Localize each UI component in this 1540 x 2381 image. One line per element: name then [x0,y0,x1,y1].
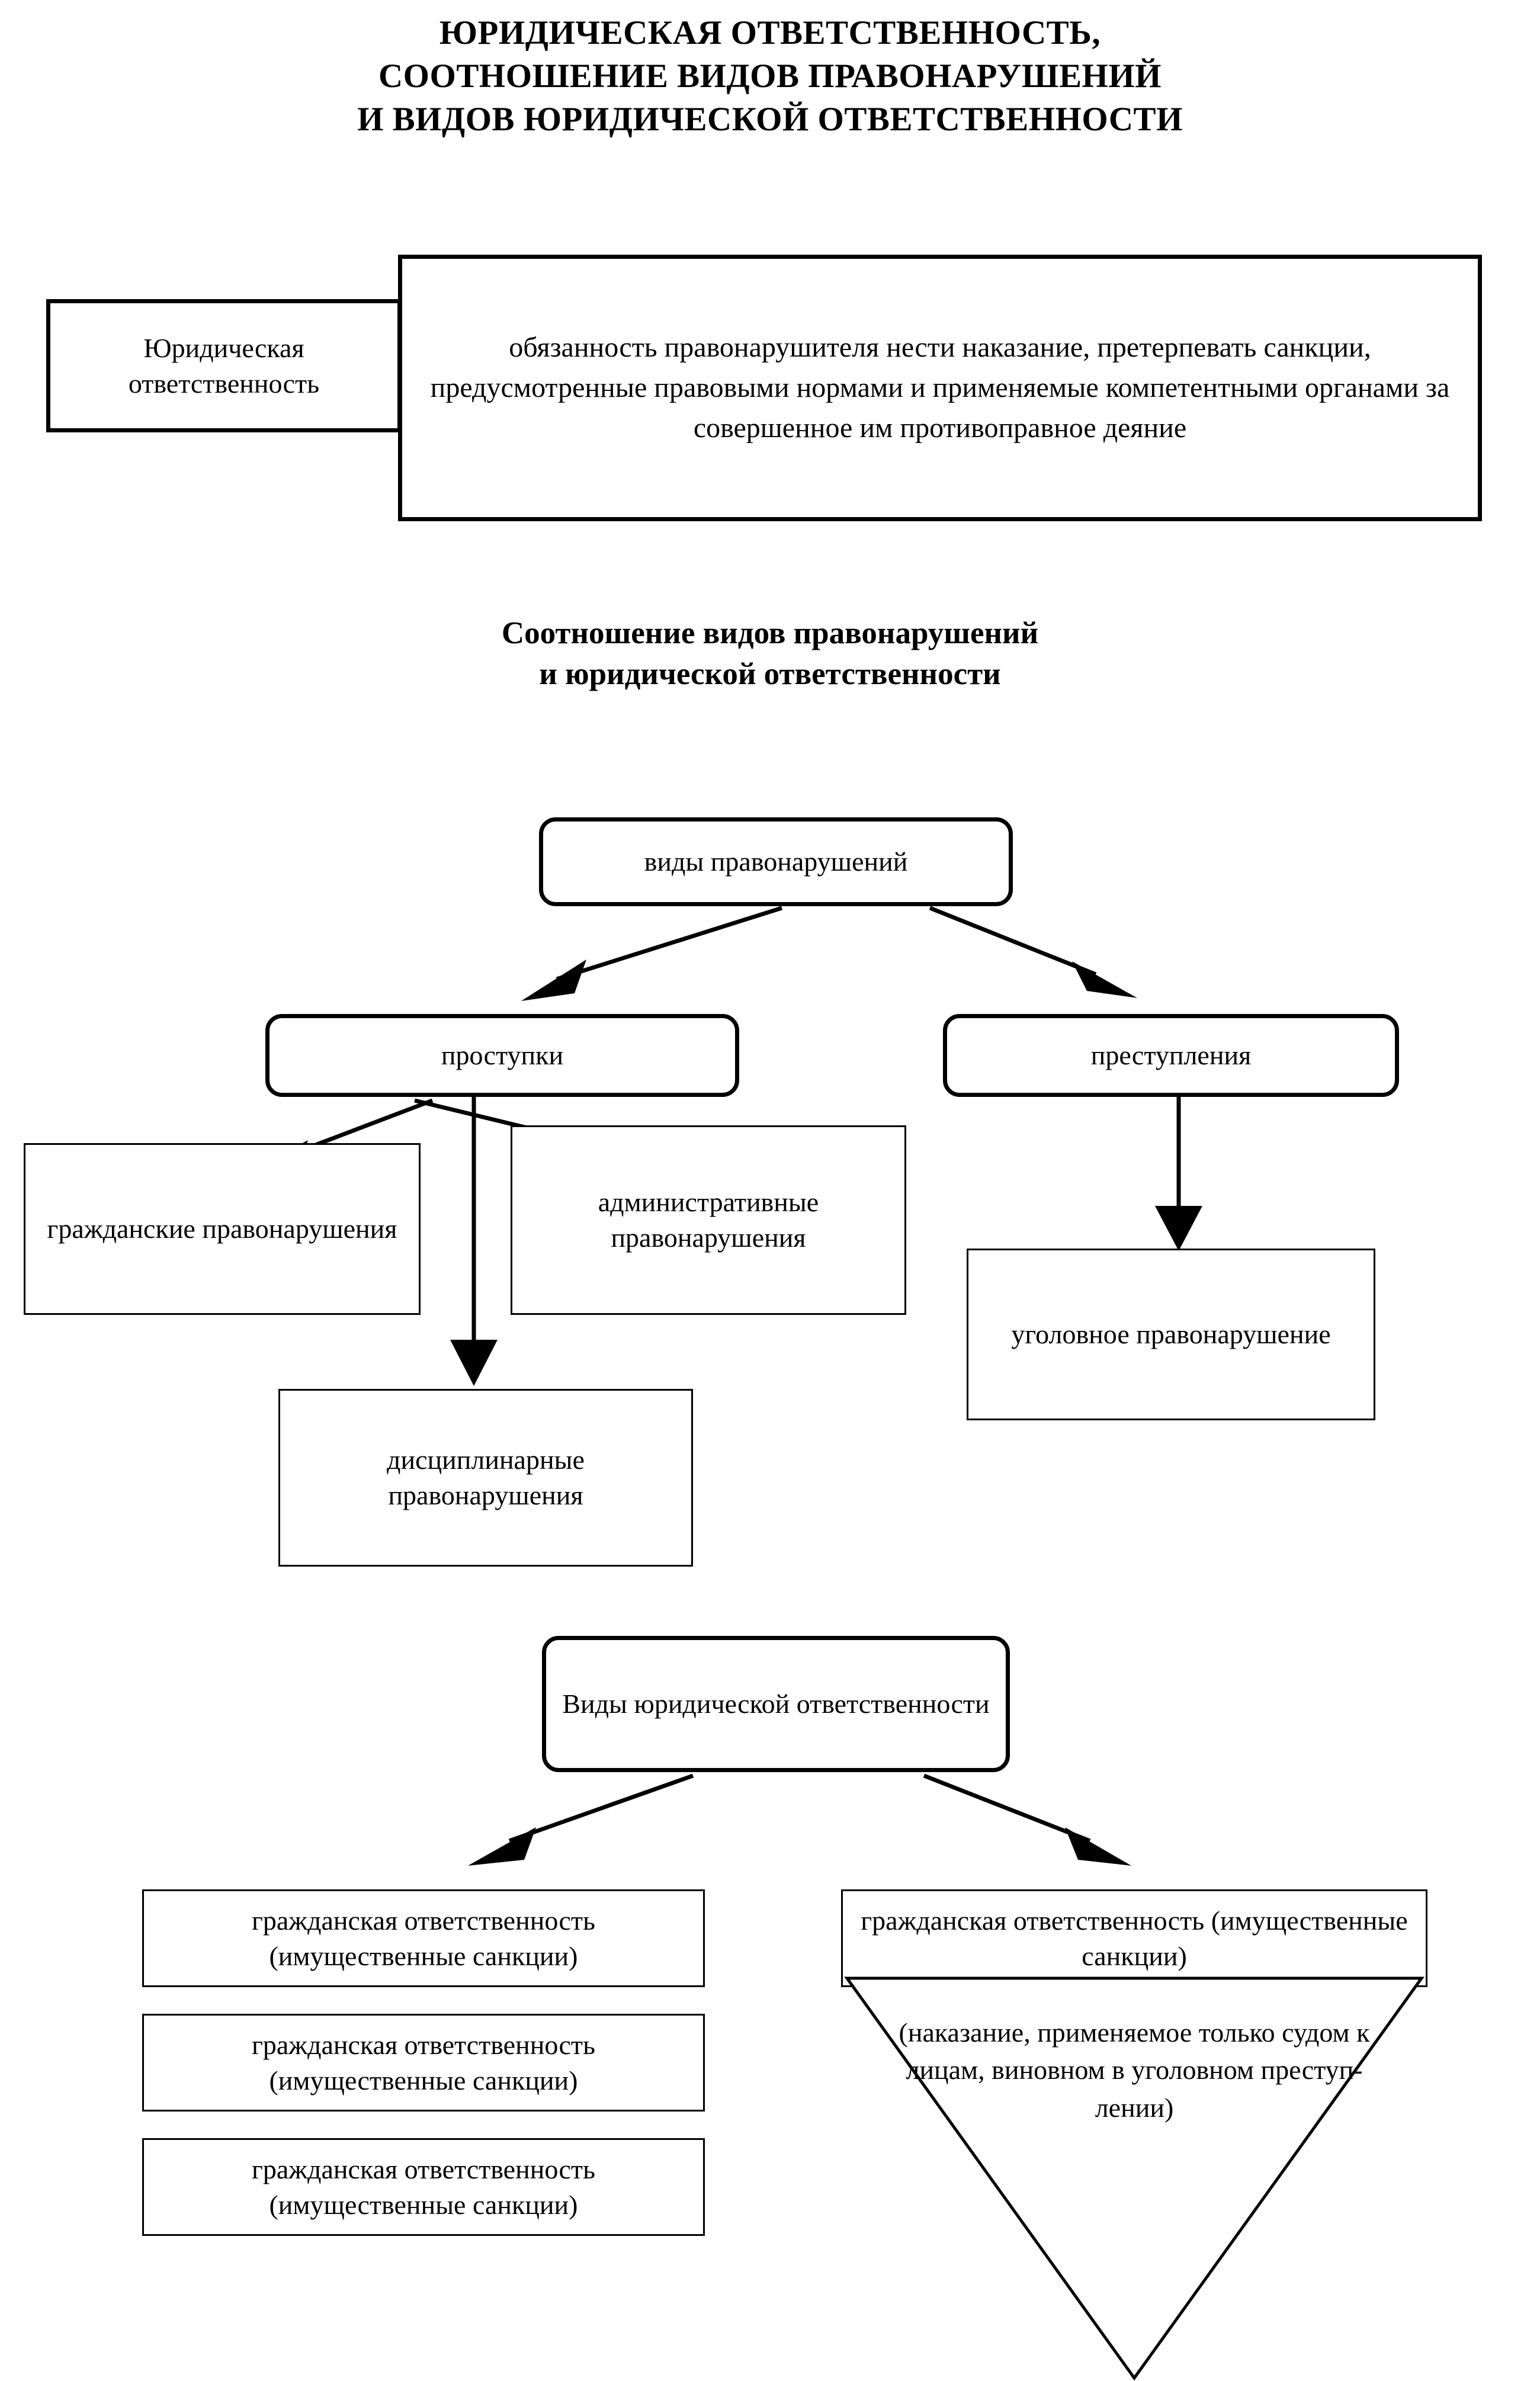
page-title-line-1: ЮРИДИЧЕСКАЯ ОТВЕТСТВЕННОСТЬ, [439,14,1101,52]
definition-text: обязанность правонарушителя нести наказание, претерпевать санкции, предусмотренные правовыми нормами и применяемые компетентными органами за совершенное им противоправное деяние [430,331,1450,444]
section-subtitle-line-2: и юридической ответственности [539,656,1001,691]
liability-left-item-3 [142,2138,705,2236]
section-subtitle-line-1: Соотношение видов правонарушений [501,616,1039,650]
civil-offence-label: гражданские правонарушения [47,1214,397,1244]
arrow-root-to-crime [918,903,1167,1016]
criminal-offence-box [967,1249,1375,1420]
civil-offence-box [24,1143,421,1315]
liability-left-item-2 [142,2014,705,2112]
disciplinary-offence-box [278,1389,693,1567]
section-subtitle [0,613,1540,695]
criminal-liability-funnel-text [894,2014,1374,2126]
definition-term-label: Юридическая ответственность [128,332,320,399]
definition-term-box [46,299,402,432]
liability-root-box [542,1636,1010,1772]
disciplinary-offence-label: дисциплинарные правонарушения [387,1445,585,1510]
arrow-liability-to-left [409,1771,705,1883]
crime-label: преступления [1090,1040,1252,1071]
liability-left-item-3-label: гражданская ответственность (имущественные санкции) [252,2154,595,2220]
crime-box [943,1014,1399,1097]
page-title [0,12,1540,142]
offences-root-box [539,817,1013,906]
liability-left-item-2-label: гражданская ответственность (имущественные санкции) [252,2029,595,2096]
offences-root-label: виды правонарушений [644,846,908,877]
misdemeanor-label: проступки [441,1040,564,1071]
arrow-root-to-misdemeanor [486,903,794,1016]
definition-text-box [398,255,1482,521]
arrow-misdemeanor-to-disciplinary [438,1096,509,1392]
criminal-offence-label: уголовное правонарушение [1011,1319,1331,1350]
arrow-crime-to-criminal [1143,1096,1214,1256]
criminal-liability-funnel-label: (наказание, применяемое только судом к лицам, виновном в уголовном преступ-лении) [899,2017,1370,2123]
liability-left-item-1-label: гражданская ответственность (имущественные санкции) [252,1905,595,1971]
arrow-liability-to-right [912,1771,1179,1883]
page-title-line-3: И ВИДОВ ЮРИДИЧЕСКОЙ ОТВЕТСТВЕННОСТИ [357,100,1183,138]
misdemeanor-box [265,1014,739,1097]
administrative-offence-label: административные правонарушения [598,1187,819,1253]
administrative-offence-box [511,1125,906,1315]
liability-right-item-label: гражданская ответственность (имущественные санкции) [861,1905,1408,1971]
liability-root-label: Виды юридической ответственности [562,1689,990,1719]
liability-left-item-1 [142,1889,705,1987]
page-title-line-2: СООТНОШЕНИЕ ВИДОВ ПРАВОНАРУШЕНИЙ [378,57,1162,95]
